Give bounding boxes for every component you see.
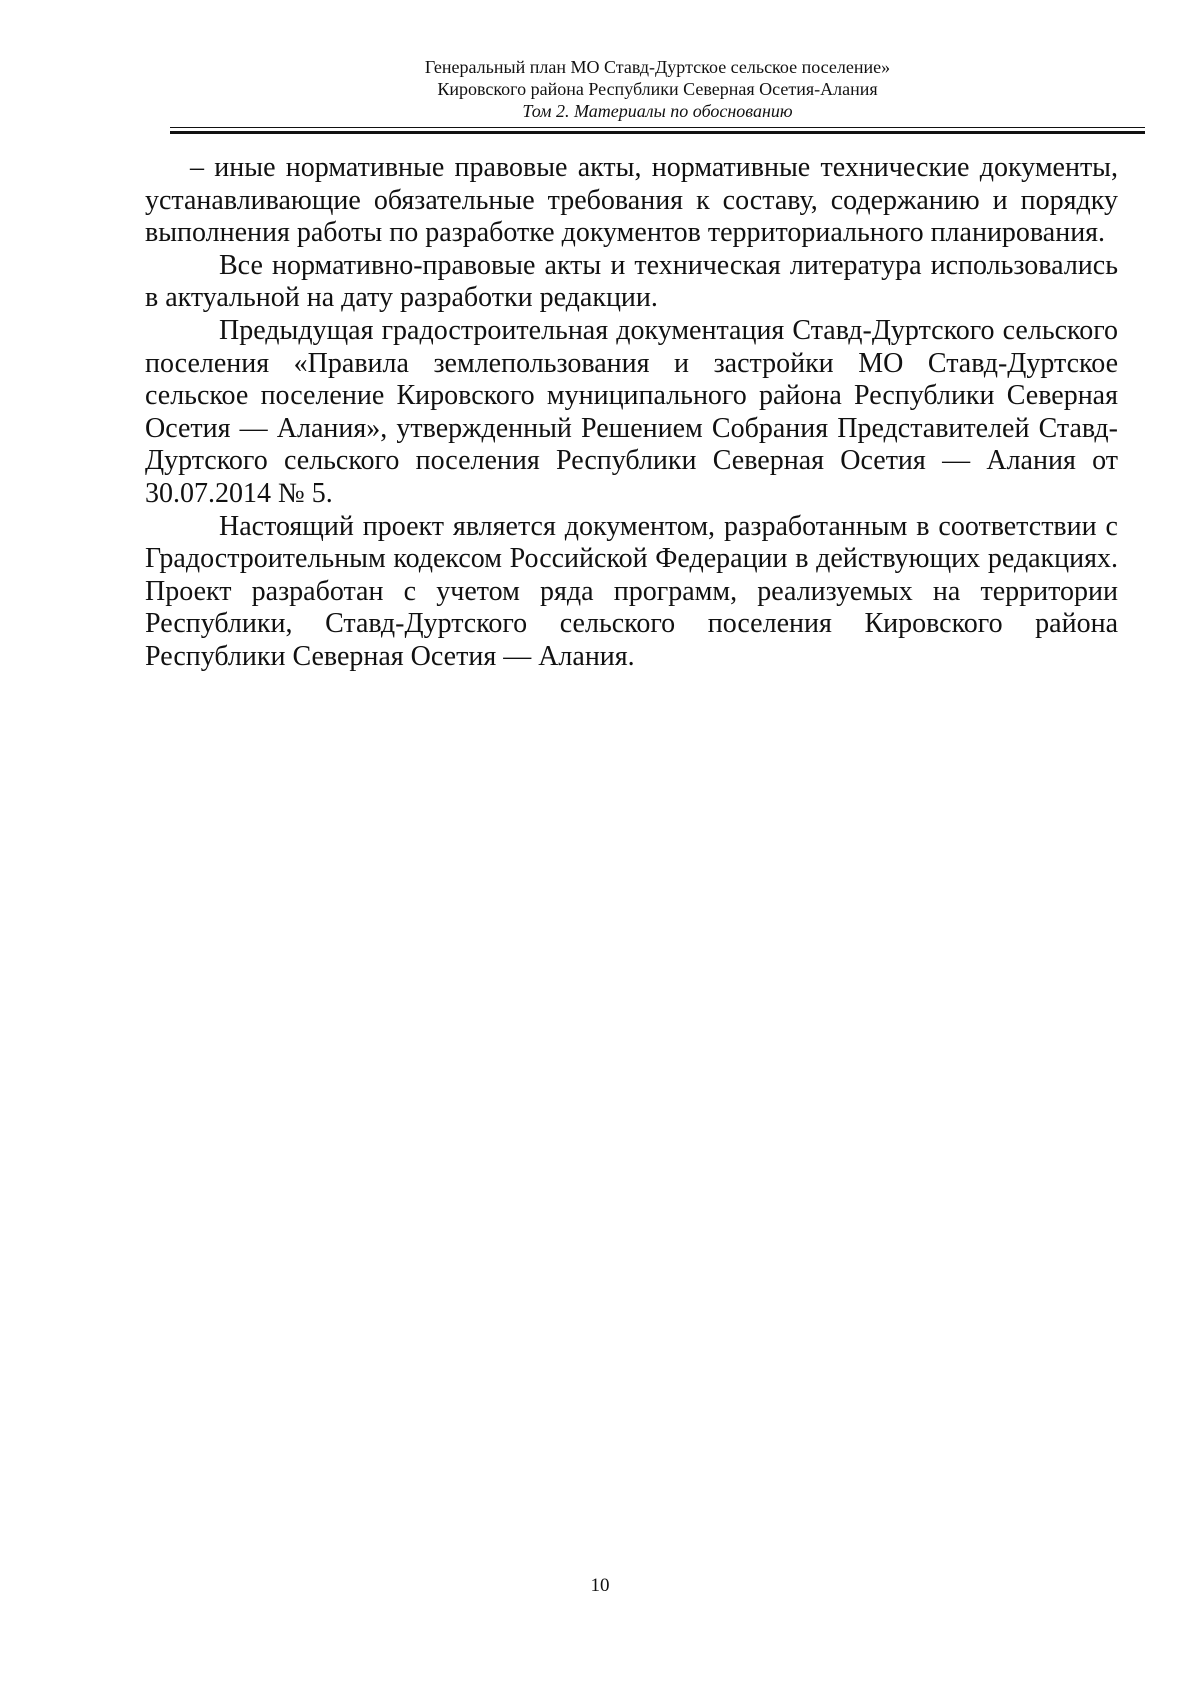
header-volume: Том 2. Материалы по обоснованию bbox=[522, 101, 793, 121]
paragraph: Предыдущая градостроительная документация Ставд-Дуртского сельского поселения «Правила землепользования и застройки МО Ставд-Дуртское сельское поселение Кировского муниципального района Республики Северная Осетия — Алания», утвержденный Решением Собрания Представителей Ставд-Дуртского сельского поселения Республики Северная Осетия — Алания от 30.07.2014 № 5. bbox=[145, 314, 1118, 509]
paragraph: Настоящий проект является документом, разработанным в соответствии с Градостроительным кодексом Российской Федерации в действующих редакциях. Проект разработан с учетом ряда программ, реализуемых на территории Республики, Ставд-Дуртского сельского поселения Кировского района Республики Северная Осетия — Алания. bbox=[145, 510, 1118, 672]
header-rule-thick bbox=[170, 131, 1145, 134]
header-rule-thin bbox=[170, 127, 1145, 128]
page-header bbox=[170, 56, 1145, 122]
paragraph-list-item: – иные нормативные правовые акты, нормативные технические документы, устанавливающие обязательные требования к составу, содержанию и порядку выполнения работы по разработке документов территориального планирования. bbox=[145, 152, 1118, 249]
header-title-line-1: Генеральный план МО Ставд-Дуртское сельское поселение» bbox=[424, 57, 891, 77]
paragraph: Все нормативно-правовые акты и техническая литература использовались в актуальной на дату разработки редакции. bbox=[145, 249, 1118, 314]
header-title-line-2: Кировского района Республики Северная Осетия-Алания bbox=[437, 79, 878, 99]
document-body bbox=[145, 152, 1118, 674]
page-number: 10 bbox=[590, 1575, 610, 1596]
